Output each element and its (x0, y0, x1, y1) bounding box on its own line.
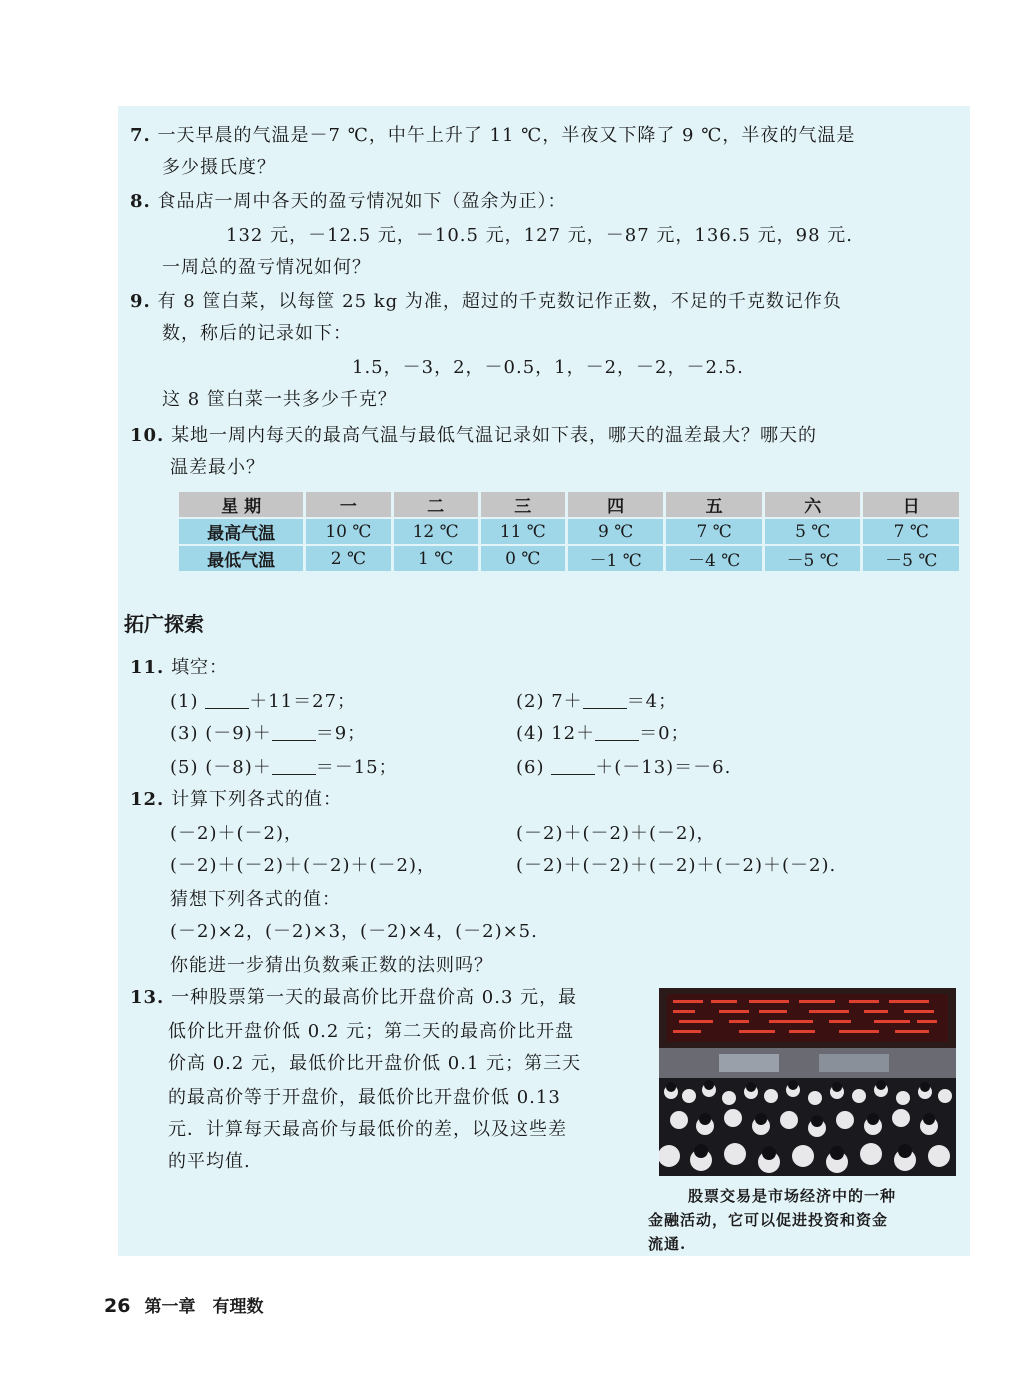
profit-data: 132 元，－12.5 元，－10.5 元，127 元，－87 元，136.5 元，98 元. (226, 225, 853, 246)
problem-9-question: 这 8 筐白菜一共多少千克？ (162, 389, 397, 410)
table-cell: 10 ℃ (306, 519, 390, 544)
problem-number: 9. (130, 291, 151, 312)
fill-item-2 (516, 690, 677, 714)
problem-13-line: 价高 0.2 元，最低价比开盘价低 0.1 元；第三天 (168, 1053, 582, 1074)
problem-9-cont: 数，称后的记录如下： (162, 323, 352, 344)
page-footer (104, 1292, 263, 1317)
item-expr: ＝0； (639, 723, 690, 744)
rule-question: 你能进一步猜出负数乘正数的法则吗？ (170, 955, 493, 976)
problem-text: 有 8 筐白菜，以每筐 25 kg 为准，超过的千克数记作正数，不足的千克数记作负 (157, 291, 842, 312)
item-expr: ＝9； (315, 723, 367, 744)
expression: (－2)＋(－2)＋(－2)＋(－2)， (170, 855, 436, 876)
problem-number: 13. (130, 987, 165, 1008)
header-cell: 五 (666, 492, 762, 517)
section-title: 拓广探索 (124, 612, 204, 636)
problem-13-line: 的平均值. (168, 1151, 251, 1172)
problem-number: 12. (130, 789, 165, 810)
expression: (－2)＋(－2)＋(－2)， (516, 823, 716, 844)
chapter-title: 第一章 有理数 (144, 1297, 264, 1317)
problem-13-line: 的最高价等于开盘价，最低价比开盘价低 0.13 (168, 1087, 561, 1108)
table-cell: －4 ℃ (666, 546, 762, 571)
blank-field (595, 722, 639, 741)
fill-item-3 (170, 722, 366, 746)
table-cell: 1 ℃ (394, 546, 478, 571)
item-expr: ＋11＝27； (249, 691, 357, 712)
table-header-row (179, 492, 959, 517)
table-cell: 9 ℃ (568, 519, 664, 544)
problem-text: 食品店一周中各天的盈亏情况如下（盈余为正）： (157, 191, 567, 212)
blank-field (272, 722, 316, 741)
item-label: (3) (170, 723, 199, 744)
temperature-table (176, 490, 962, 573)
photo-caption (648, 1184, 948, 1256)
table-cell: 0 ℃ (481, 546, 565, 571)
item-label: (1) (170, 691, 199, 712)
blank-field (583, 690, 627, 709)
product-expressions: (－2)×2，(－2)×3，(－2)×4，(－2)×5. (170, 921, 538, 942)
table-cell: 7 ℃ (863, 519, 959, 544)
problem-7 (130, 124, 855, 148)
table-cell: 2 ℃ (306, 546, 390, 571)
problem-text: 某地一周内每天的最高气温与最低气温记录如下表，哪天的温差最大？哪天的 (171, 425, 818, 446)
fill-item-5 (170, 756, 398, 780)
problem-text: 一天早晨的气温是－7 ℃，中午上升了 11 ℃，半夜又下降了 9 ℃，半夜的气温是 (157, 125, 856, 146)
problem-11 (130, 656, 228, 680)
caption-line: 金融活动，它可以促进投资和资金 (648, 1211, 889, 1229)
header-cell: 一 (306, 492, 390, 517)
item-expr: 12＋ (551, 723, 596, 744)
stock-exchange-photo (659, 988, 956, 1176)
table-cell: －5 ℃ (765, 546, 861, 571)
expression: (－2)＋(－2)， (170, 823, 303, 844)
row-label: 最低气温 (179, 546, 303, 571)
table-cell: 5 ℃ (765, 519, 861, 544)
weight-data: 1.5，－3，2，－0.5，1，－2，－2，－2.5. (352, 357, 744, 378)
header-cell: 六 (765, 492, 861, 517)
problem-8 (130, 190, 567, 214)
expression: (－2)＋(－2)＋(－2)＋(－2)＋(－2). (516, 855, 837, 876)
item-label: (2) (516, 691, 545, 712)
page-number: 26 (104, 1295, 131, 1317)
header-cell: 星 期 (179, 492, 303, 517)
problem-10 (130, 424, 817, 448)
problem-8-question: 一周总的盈亏情况如何？ (162, 257, 371, 278)
caption-line: 股票交易是市场经济中的一种 (688, 1187, 897, 1205)
problem-text: 计算下列各式的值： (171, 789, 343, 810)
problem-number: 11. (130, 657, 165, 678)
problem-number: 8. (130, 191, 151, 212)
row-label: 最高气温 (179, 519, 303, 544)
item-label: (6) (516, 757, 545, 778)
item-expr: 7＋ (551, 691, 583, 712)
item-expr: ＝－15； (315, 757, 398, 778)
table-cell: －5 ℃ (863, 546, 959, 571)
header-cell: 二 (394, 492, 478, 517)
problem-7-cont: 多少摄氏度？ (162, 157, 276, 178)
problem-12 (130, 788, 342, 812)
fill-item-6 (516, 756, 731, 780)
item-label: (5) (170, 757, 199, 778)
table-row (179, 546, 959, 571)
item-expr: ＋(－13)＝－6. (595, 757, 732, 778)
trading-floor-illustration (659, 988, 956, 1176)
blank-field (205, 690, 249, 709)
problem-9 (130, 290, 842, 314)
header-cell: 日 (863, 492, 959, 517)
header-cell: 三 (481, 492, 565, 517)
table-cell: 7 ℃ (666, 519, 762, 544)
item-expr: (－9)＋ (205, 723, 272, 744)
table-row (179, 519, 959, 544)
item-expr: ＝4； (626, 691, 678, 712)
item-label: (4) (516, 723, 545, 744)
table-cell: －1 ℃ (568, 546, 664, 571)
fill-item-4 (516, 722, 690, 746)
table-cell: 12 ℃ (394, 519, 478, 544)
problem-number: 7. (130, 125, 151, 146)
problem-text: 填空： (171, 657, 229, 678)
blank-field (272, 756, 316, 775)
problem-text: 一种股票第一天的最高价比开盘价高 0.3 元，最 (171, 987, 578, 1008)
problem-13-line: 低价比开盘价低 0.2 元；第二天的最高价比开盘 (168, 1021, 575, 1042)
problem-13-line: 元．计算每天最高价与最低价的差，以及这些差 (168, 1119, 567, 1140)
blank-field (551, 756, 595, 775)
header-cell: 四 (568, 492, 664, 517)
problem-13 (130, 986, 577, 1010)
item-expr: (－8)＋ (205, 757, 272, 778)
fill-item-1 (170, 690, 356, 714)
problem-10-cont: 温差最小？ (170, 457, 265, 478)
table-cell: 11 ℃ (481, 519, 565, 544)
guess-prompt: 猜想下列各式的值： (170, 889, 341, 910)
caption-line: 流通. (648, 1235, 687, 1253)
problem-number: 10. (130, 425, 165, 446)
